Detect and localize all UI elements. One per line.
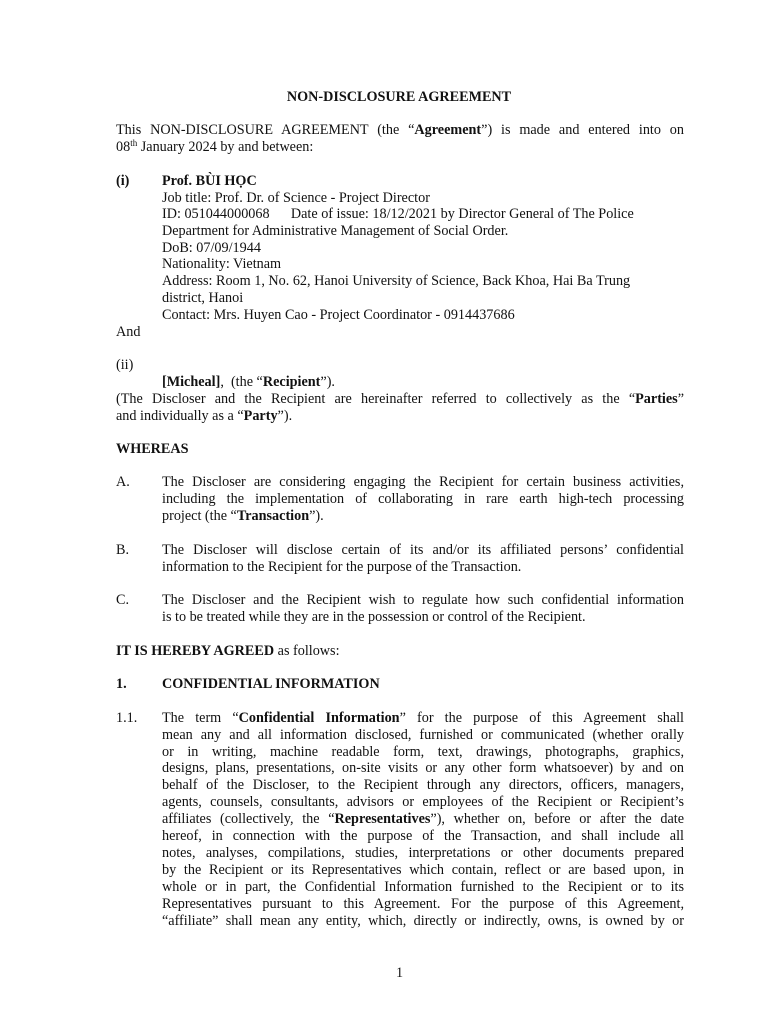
clause-line: mean any and all information disclosed, furnished or communicated (whether orally: [162, 727, 684, 743]
parties-paragraph: (The Discloser and the Recipient are hereinafter referred to collectively as the “Parties”: [116, 391, 684, 407]
recital-letter: C.: [116, 592, 130, 608]
recital-line: including the implementation of collaborating in rare earth high-tech processing: [162, 491, 684, 507]
party-i-label: (i): [116, 173, 130, 189]
party-i-nationality: Nationality: Vietnam: [162, 256, 282, 272]
clause-line: affiliates (collectively, the “Representatives”), whether on, before or after the date: [162, 811, 685, 827]
recital-line: is to be treated while they are in the possession or control of the Recipient.: [162, 609, 586, 625]
and-word: And: [116, 324, 141, 340]
party-i-contact: Contact: Mrs. Huyen Cao - Project Coordinator - 0914437686: [162, 307, 515, 323]
agreed-line: IT IS HEREBY AGREED as follows:: [116, 643, 340, 659]
party-i-dob: DoB: 07/09/1944: [162, 240, 261, 256]
recital-line: The Discloser will disclose certain of its and/or its affiliated persons’ confidential: [162, 542, 684, 558]
recital-letter: A.: [116, 474, 130, 490]
intro-date-line: 08th January 2024 by and between:: [116, 138, 314, 155]
parties-paragraph-line2: and individually as a “Party”).: [116, 408, 293, 424]
clause-number: 1.1.: [116, 710, 138, 726]
recital-line: project (the “Transaction”).: [162, 508, 324, 524]
party-i-job-title: Job title: Prof. Dr. of Science - Project Director: [162, 190, 430, 206]
clause-line: The term “Confidential Information” for the purpose of this Agreement shall: [162, 710, 685, 726]
party-i-name: Prof. BÙI HỌC: [162, 173, 257, 189]
clause-line: designs, plans, presentations, on-site visits or any other form whatsoever) by and on: [162, 760, 684, 776]
clause-line: hereof, in connection with the purpose of the Transaction, and shall include all: [162, 828, 684, 844]
section-number: 1.: [116, 676, 127, 692]
document-title: NON-DISCLOSURE AGREEMENT: [286, 89, 512, 105]
recital-line: information to the Recipient for the purpose of the Transaction.: [162, 559, 522, 575]
clause-line: or in writing, machine readable form, text, drawings, photographs, graphics,: [162, 744, 684, 760]
clause-line: agents, counsels, consultants, advisors or employees of the Recipient or Recipient’s: [162, 794, 684, 810]
recital-line: The Discloser and the Recipient wish to regulate how such confidential information: [162, 592, 684, 608]
page-number: 1: [396, 965, 404, 981]
clause-line: whole or in part, the Confidential Information furnished to the Recipient or to its: [162, 879, 684, 895]
party-i-address-2: district, Hanoi: [162, 290, 244, 306]
party-i-id: ID: 051044000068 Date of issue: 18/12/2021 by Director General of The Police: [162, 206, 634, 222]
intro-paragraph: This NON-DISCLOSURE AGREEMENT (the “Agreement”) is made and entered into on: [116, 122, 684, 138]
recital-line: The Discloser are considering engaging the Recipient for certain business activities,: [162, 474, 684, 490]
clause-line: by the Recipient or its Representatives which contain, reflect or are based upon, in: [162, 862, 684, 878]
party-ii-line: [Micheal], (the “Recipient”).: [162, 374, 335, 390]
clause-line: “affiliate” shall mean any entity, which, directly or indirectly, owns, is owned by or: [162, 913, 684, 929]
whereas-heading: WHEREAS: [116, 441, 189, 457]
clause-line: notes, analyses, compilations, studies, interpretations or other documents prepared: [162, 845, 684, 861]
clause-line: behalf of the Discloser, to the Recipient through any directors, officers, managers,: [162, 777, 684, 793]
recital-letter: B.: [116, 542, 130, 558]
party-i-address-1: Address: Room 1, No. 62, Hanoi University of Science, Back Khoa, Hai Ba Trung: [162, 273, 631, 289]
clause-line: Representatives pursuant to this Agreement. For the purpose of this Agreement,: [162, 896, 684, 912]
section-heading: CONFIDENTIAL INFORMATION: [162, 676, 380, 692]
party-ii-label: (ii): [116, 357, 134, 373]
party-i-id-issuer: Department for Administrative Management of Social Order.: [162, 223, 509, 239]
